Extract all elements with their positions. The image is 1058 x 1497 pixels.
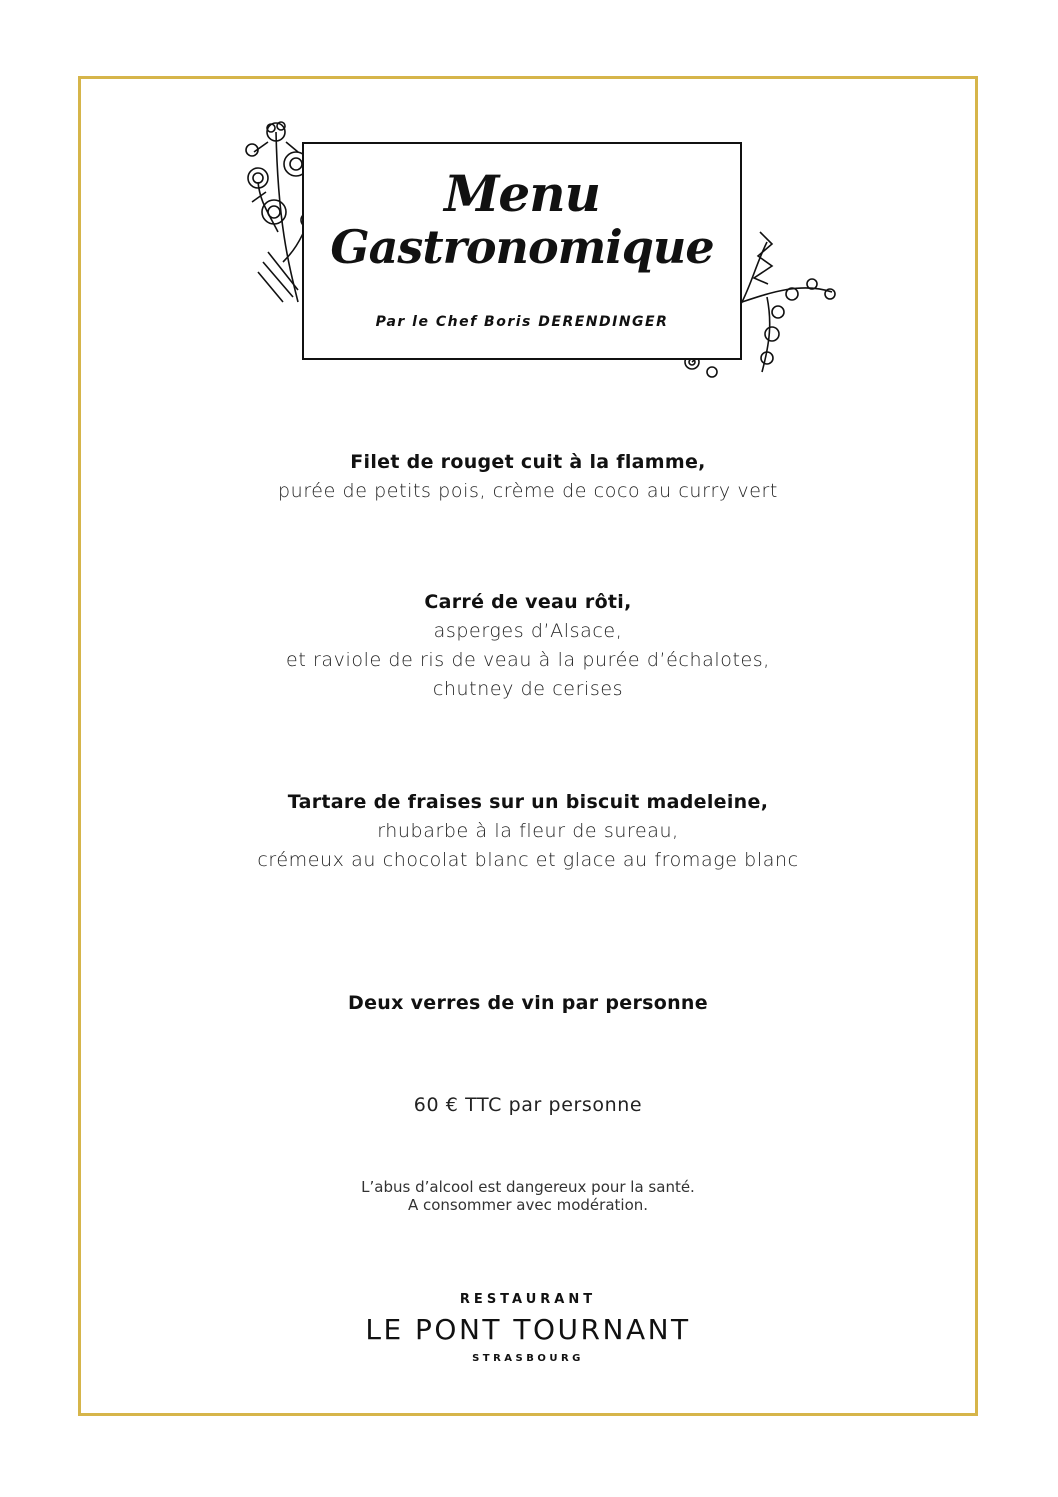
- dish-description: crémeux au chocolat blanc et glace au fromage blanc: [257, 849, 799, 871]
- dish-description: asperges d’Alsace,: [433, 620, 623, 642]
- dish-description: rhubarbe à la fleur de sureau,: [377, 820, 679, 842]
- dish-description: purée de petits pois, crème de coco au curry vert: [278, 480, 778, 502]
- course-starter: [78, 448, 978, 506]
- course-dessert: [78, 788, 978, 875]
- dish-name: Tartare de fraises sur un biscuit madeleine,: [287, 791, 769, 813]
- dish-name: Carré de veau rôti,: [424, 591, 632, 613]
- restaurant-label: RESTAURANT: [459, 1292, 597, 1307]
- course-main: [78, 588, 978, 704]
- chef-credit: Par le Chef Boris DERENDINGER: [375, 314, 669, 330]
- menu-price: 60 € TTC par personne: [413, 1094, 643, 1116]
- menu-title-line1: Menu: [444, 164, 600, 223]
- warning-line: A consommer avec modération.: [407, 1196, 649, 1214]
- dish-description: chutney de cerises: [432, 678, 624, 700]
- wine-offer: Deux verres de vin par personne: [348, 992, 708, 1014]
- alcohol-warning: [78, 1178, 978, 1214]
- menu-title-line2: Gastronomique: [330, 220, 714, 274]
- dish-description: et raviole de ris de veau à la purée d’échalotes,: [286, 649, 770, 671]
- restaurant-city: STRASBOURG: [472, 1353, 584, 1364]
- title-box: [302, 142, 742, 360]
- restaurant-name: LE PONT TOURNANT: [365, 1313, 691, 1346]
- warning-line: L’abus d’alcool est dangereux pour la santé.: [361, 1178, 695, 1196]
- dish-name: Filet de rouget cuit à la flamme,: [350, 451, 706, 473]
